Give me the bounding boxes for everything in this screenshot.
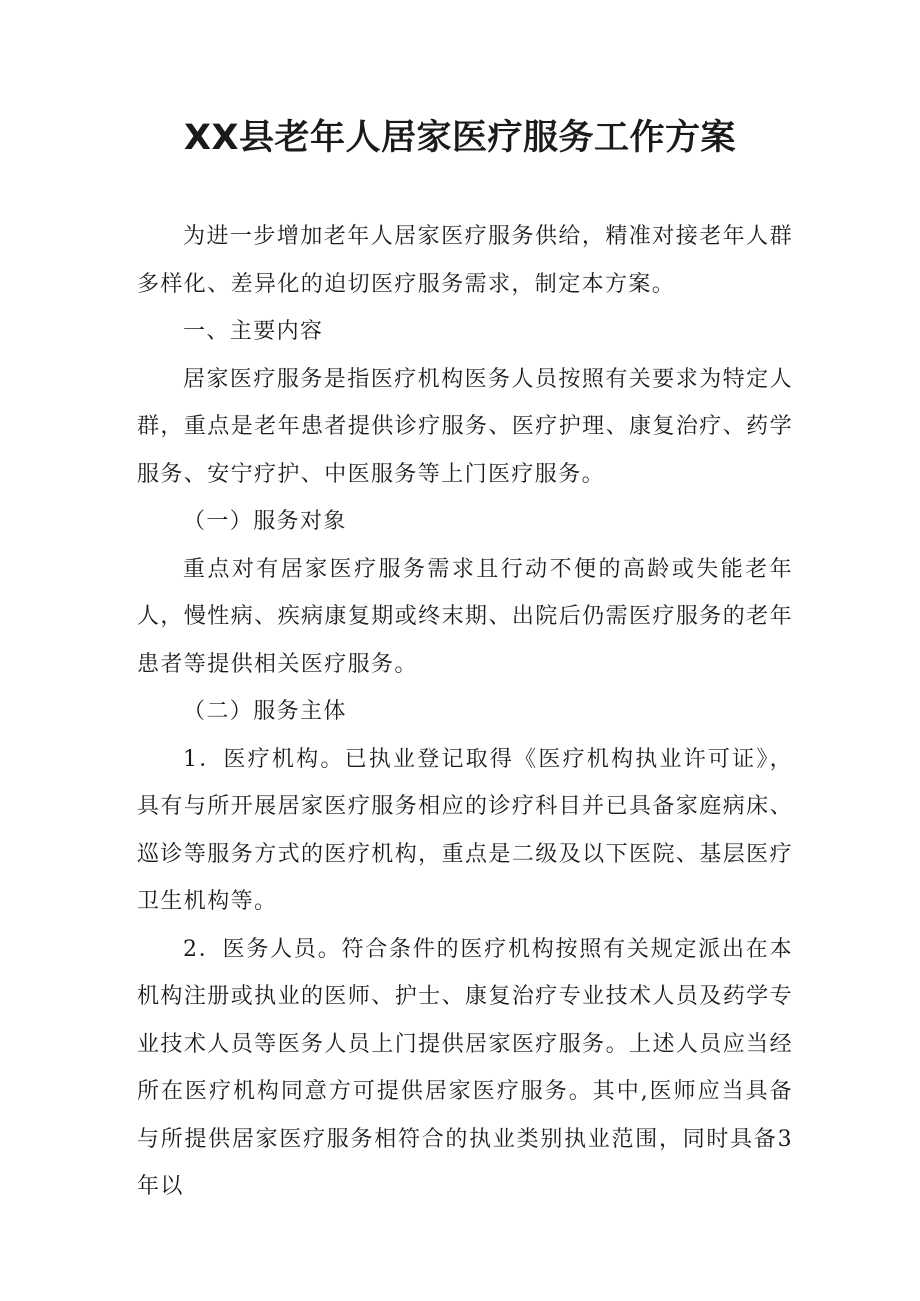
document-body — [137, 213, 793, 1211]
service-target-paragraph: 重点对有居家医疗服务需求且行动不便的高龄或失能老年人，慢性病、疾病康复期或终末期、出院后仍需医疗服务的老年患者等提供相关医疗服务。 — [137, 556, 793, 677]
document-title: XX县老年人居家医疗服务工作方案 — [184, 118, 736, 158]
main-content-paragraph: 居家医疗服务是指医疗机构医务人员按照有关要求为特定人群，重点是老年患者提供诊疗服务、医疗护理、康复治疗、药学服务、安宁疗护、中医服务等上门医疗服务。 — [137, 366, 793, 487]
section-heading-main-content: 一、主要内容 — [183, 319, 324, 344]
intro-paragraph: 为进一步增加老年人居家医疗服务供给，精准对接老年人群多样化、差异化的迫切医疗服务需求，制定本方案。 — [137, 224, 793, 297]
provider-item-1-paragraph: 1．医疗机构。已执业登记取得《医疗机构执业许可证》，具有与所开展居家医疗服务相应的诊疗科目并已具备家庭病床、巡诊等服务方式的医疗机构，重点是二级及以下医院、基层医疗卫生机构等。 — [137, 746, 793, 914]
provider-item-2-paragraph: 2．医务人员。符合条件的医疗机构按照有关规定派出在本机构注册或执业的医师、护士、康复治疗专业技术人员及药学专业技术人员等医务人员上门提供居家医疗服务。上述人员应当经所在医疗机构同意方可提供居家医疗服务。其中,医师应当具备与所提供居家医疗服务相符合的执业类别执业范围，同时具备3年以 — [137, 936, 793, 1199]
subsection-heading-service-provider: （二）服务主体 — [183, 699, 347, 724]
subsection-heading-service-target: （一）服务对象 — [183, 509, 347, 534]
